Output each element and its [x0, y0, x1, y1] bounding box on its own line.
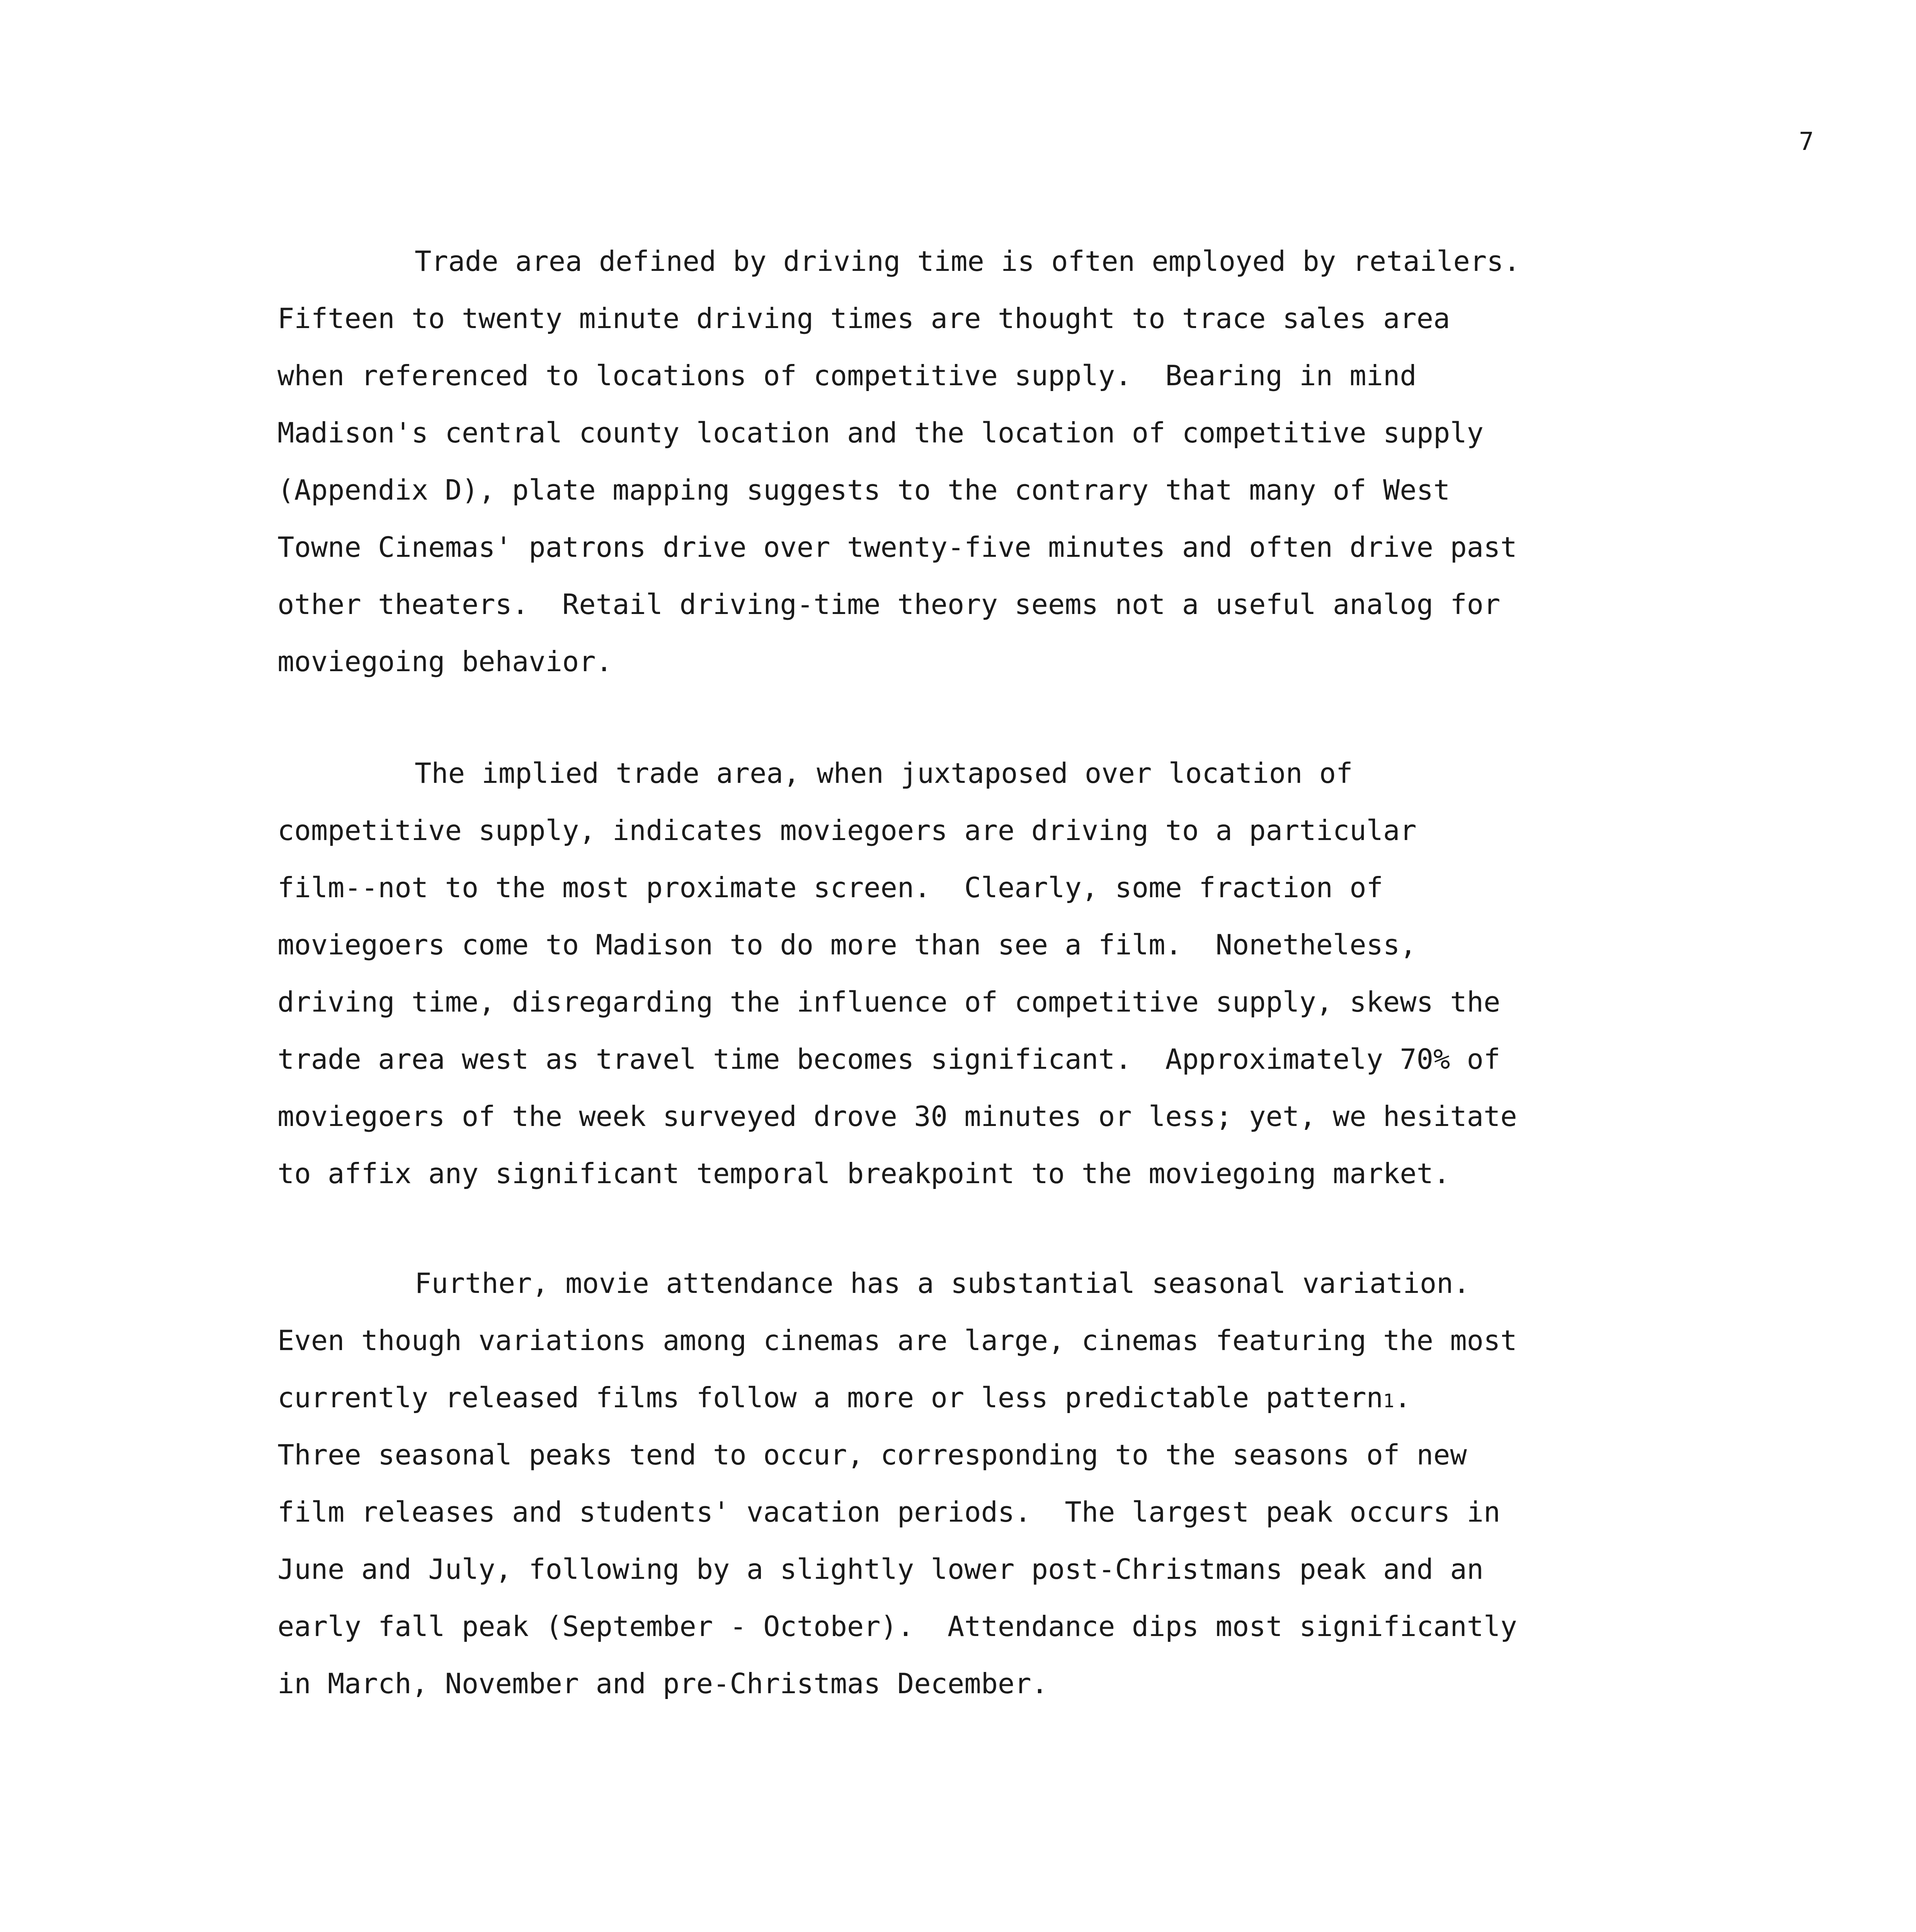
- text-line: film--not to the most proximate screen. Clearly, some fraction of: [277, 871, 1383, 904]
- text-line: trade area west as travel time becomes significant. Approximately 70% of: [277, 1043, 1501, 1075]
- text-line: other theaters. Retail driving-time theory seems not a useful analog for: [277, 588, 1501, 621]
- footnote-marker: 1: [1383, 1390, 1394, 1412]
- text-line: driving time, disregarding the influence of competitive supply, skews the: [277, 986, 1501, 1018]
- text-line: [277, 1381, 1411, 1414]
- text-line: Three seasonal peaks tend to occur, corresponding to the seasons of new: [277, 1439, 1467, 1471]
- text-line: moviegoing behavior.: [277, 645, 613, 678]
- text-line: in March, November and pre-Christmas December.: [277, 1667, 1048, 1700]
- text-line: competitive supply, indicates moviegoers are driving to a particular: [277, 814, 1417, 847]
- text-line: early fall peak (September - October). Attendance dips most significantly: [277, 1610, 1517, 1643]
- text-line: moviegoers come to Madison to do more than see a film. Nonetheless,: [277, 929, 1417, 961]
- text-line: Madison's central county location and the location of competitive supply: [277, 417, 1484, 449]
- text-line: film releases and students' vacation periods. The largest peak occurs in: [277, 1496, 1501, 1528]
- text-line: Even though variations among cinemas are large, cinemas featuring the most: [277, 1324, 1517, 1357]
- text-line: Fifteen to twenty minute driving times are thought to trace sales area: [277, 302, 1450, 335]
- text-line: to affix any significant temporal breakpoint to the moviegoing market.: [277, 1157, 1450, 1190]
- text-line: Trade area defined by driving time is often employed by retailers.: [415, 245, 1520, 277]
- footnote-marker-suffix: .: [1394, 1381, 1411, 1414]
- text-line: when referenced to locations of competitive supply. Bearing in mind: [277, 359, 1417, 392]
- text-line: The implied trade area, when juxtaposed over location of: [415, 757, 1353, 789]
- text-line: Further, movie attendance has a substantial seasonal variation.: [415, 1267, 1470, 1299]
- page-number: 7: [1799, 128, 1814, 156]
- text-line: Towne Cinemas' patrons drive over twenty-five minutes and often drive past: [277, 531, 1517, 563]
- text-line: (Appendix D), plate mapping suggests to the contrary that many of West: [277, 474, 1450, 506]
- text-line-content: currently released films follow a more or less predictable pattern: [277, 1381, 1383, 1414]
- text-line: June and July, following by a slightly lower post-Christmans peak and an: [277, 1553, 1484, 1585]
- text-line: moviegoers of the week surveyed drove 30 minutes or less; yet, we hesitate: [277, 1100, 1517, 1133]
